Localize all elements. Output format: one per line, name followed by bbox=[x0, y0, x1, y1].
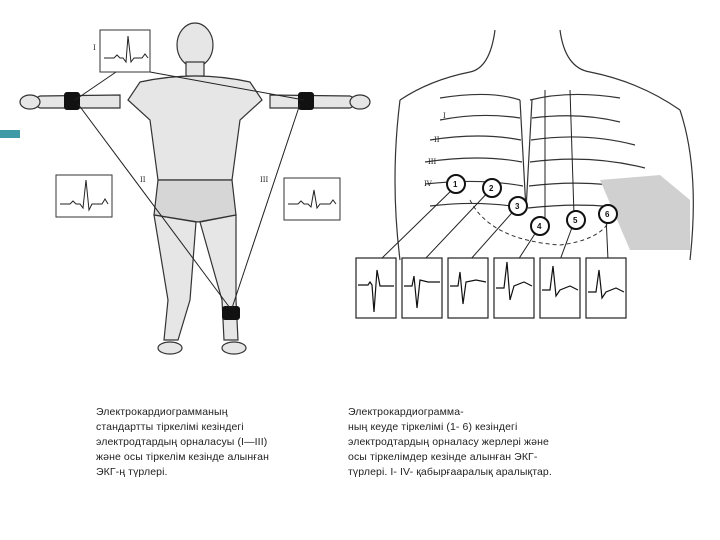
ecg-box-v2 bbox=[402, 258, 442, 318]
ecg-box-v6 bbox=[586, 258, 626, 318]
figure-left-leg bbox=[200, 215, 238, 340]
chest-ecg-traces bbox=[358, 262, 624, 312]
figure-right-arm bbox=[270, 95, 362, 108]
electrode-label-3: 3 bbox=[515, 202, 520, 211]
limb-lead-caption: Электрокардиограмманың стандартты тіркелімі кезіндегі электродтардың орналасуы (I—III) жəне осы тіркелім кезінде алынған ЭКГ-ң түрлері. bbox=[96, 406, 269, 478]
ecg-box-v3 bbox=[448, 258, 488, 318]
figure-head bbox=[177, 23, 213, 67]
lead-2-label: II bbox=[140, 176, 146, 184]
left-wrist-electrode bbox=[298, 92, 314, 110]
electrode-label-4: 4 bbox=[537, 222, 542, 231]
ecg-box-lead-1 bbox=[100, 30, 150, 72]
rib-label-3: III bbox=[428, 158, 437, 166]
left-ankle-electrode bbox=[222, 306, 240, 320]
ecg-box-lead-2 bbox=[56, 175, 112, 217]
electrode-label-5: 5 bbox=[573, 216, 578, 225]
chest-ecg-boxes bbox=[356, 258, 626, 318]
rib-label-2: II bbox=[434, 136, 440, 144]
right-wrist-electrode bbox=[64, 92, 80, 110]
electrode-label-1: 1 bbox=[453, 180, 458, 189]
chest-lead-caption: Электрокардиограмма- ның кеуде тіркелімі (1- 6) кезіндегі электродтардың орналасу жерлері жəне осы тіркелімдер кезінде алынған ЭКГ- түрлері. I- IV- қабырғааралық аралықтар. bbox=[348, 406, 552, 478]
electrode-label-2: 2 bbox=[489, 184, 494, 193]
lead-1-label: I bbox=[93, 44, 96, 52]
rib-interspace-labels bbox=[424, 112, 446, 188]
ecg-box-lead-3 bbox=[284, 178, 340, 220]
figure-torso bbox=[128, 76, 262, 180]
lead-3-label: III bbox=[260, 176, 269, 184]
rib-label-1: I bbox=[443, 112, 446, 120]
rib-label-4: IV bbox=[424, 180, 432, 188]
electrode-label-6: 6 bbox=[605, 210, 610, 219]
